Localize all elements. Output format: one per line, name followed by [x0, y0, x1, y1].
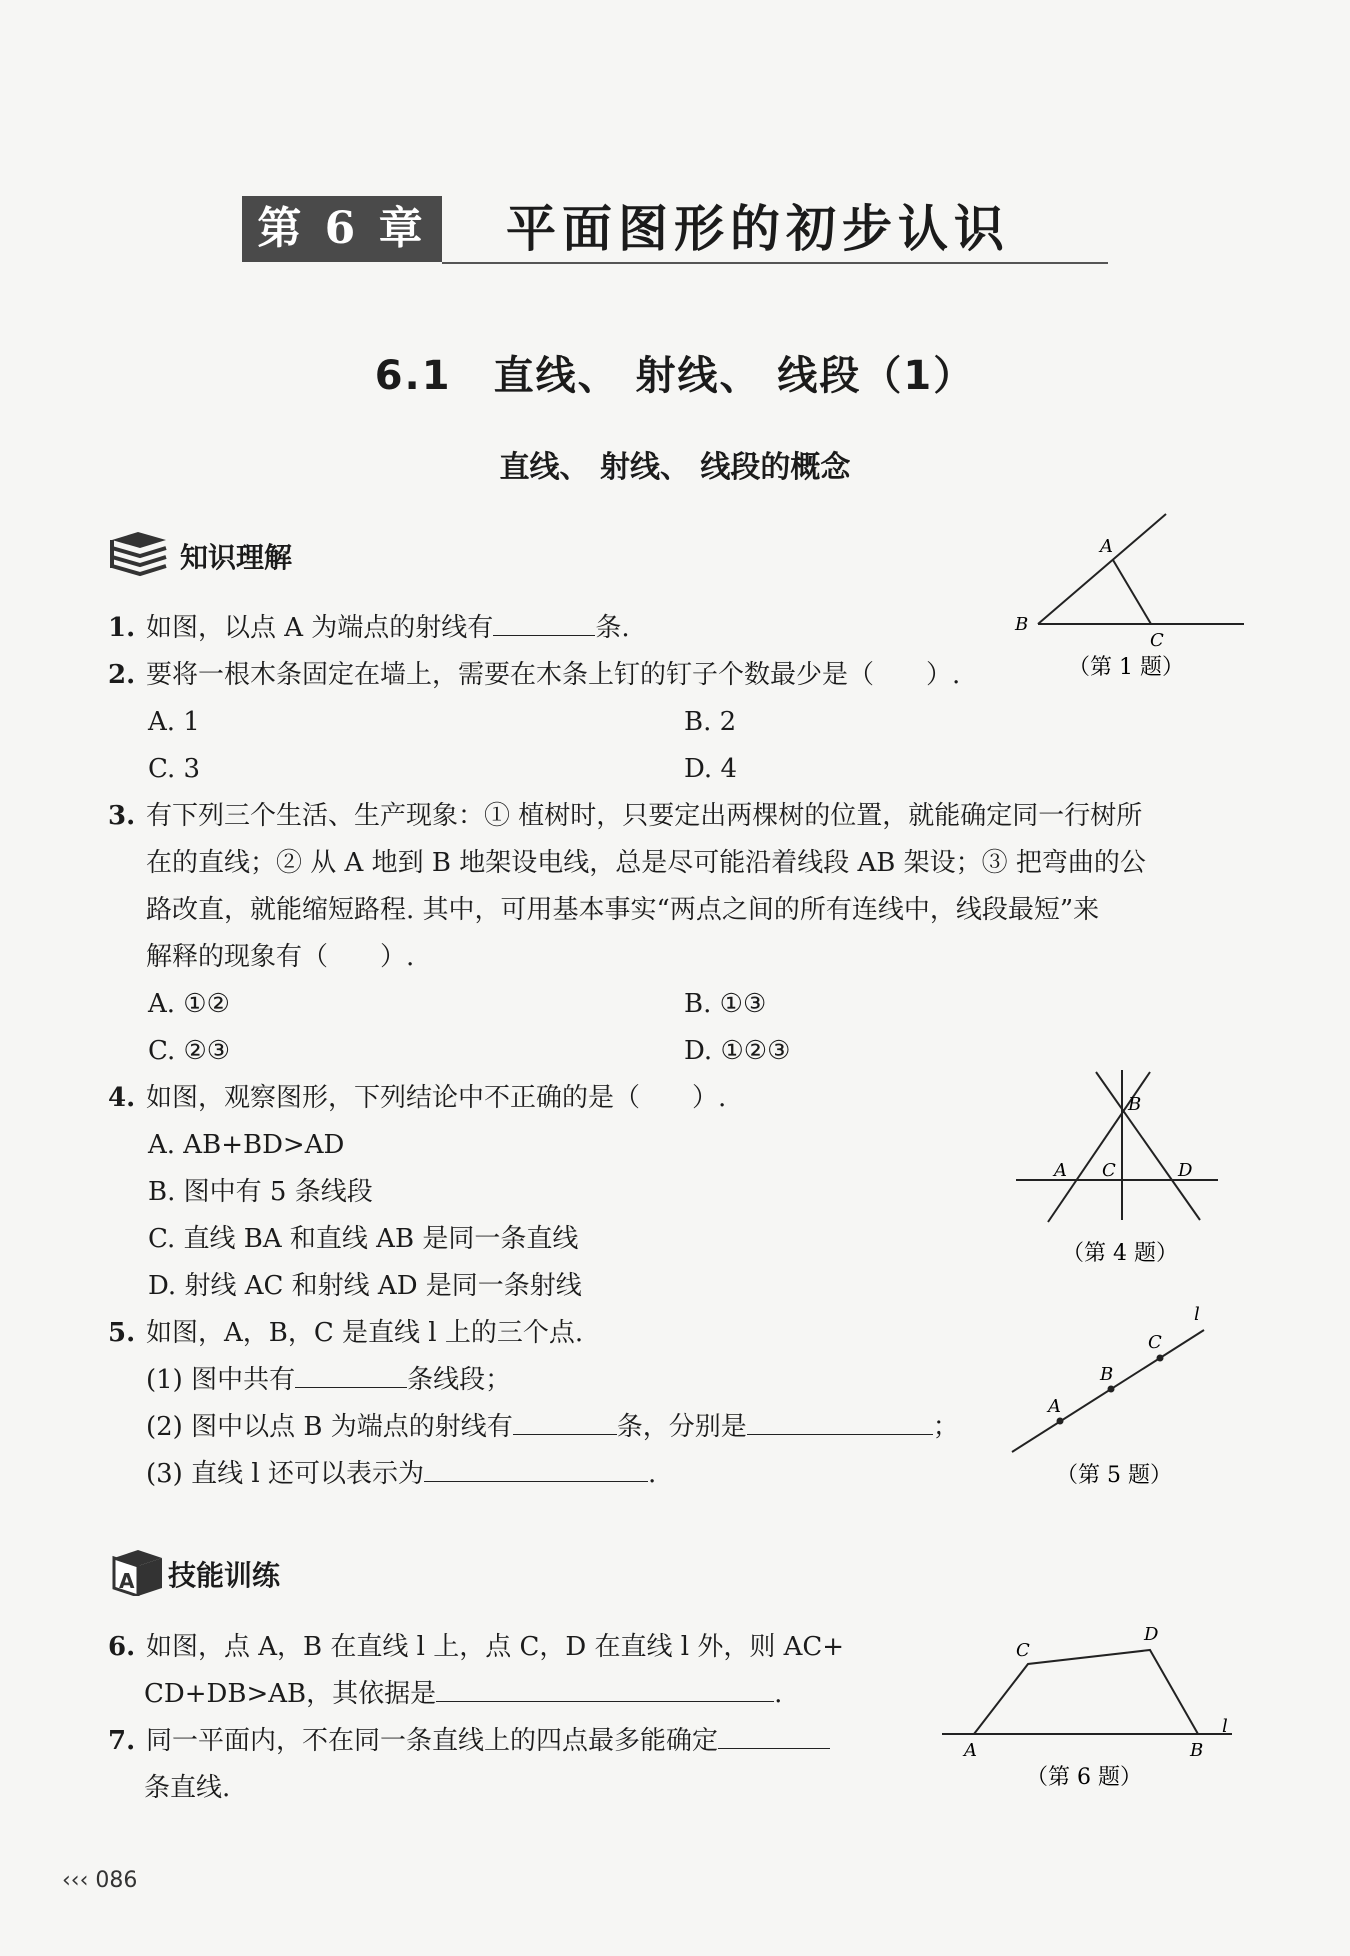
- chapter-title: 平面图形的初步认识: [506, 199, 1010, 258]
- question-6-line-2: CD+DB>AB，其依据是 .: [144, 1671, 782, 1718]
- knowledge-title: 知识理解: [180, 541, 293, 574]
- chapter-rule: [442, 262, 1108, 264]
- question-5-part-3: (3) 直线 l 还可以表示为 .: [146, 1451, 656, 1498]
- fig1-line-ac: [1113, 560, 1151, 624]
- fig6-label-b: B: [1190, 1740, 1204, 1761]
- answer-blank-1[interactable]: [493, 605, 595, 636]
- option-3b[interactable]: B. ①③: [684, 989, 767, 1019]
- fig5-point-c: [1157, 1355, 1164, 1362]
- option-3d[interactable]: D. ①②③: [684, 1036, 791, 1066]
- answer-blank-6[interactable]: [436, 1671, 774, 1702]
- answer-blank-7[interactable]: [718, 1718, 830, 1749]
- figure-1: [1010, 508, 1250, 688]
- option-2a[interactable]: A. 1: [148, 707, 200, 737]
- option-3c[interactable]: C. ②③: [148, 1036, 231, 1066]
- figure-6: [940, 1610, 1240, 1790]
- fig6-path-acdb: [974, 1650, 1198, 1734]
- option-2b[interactable]: B. 2: [684, 707, 737, 737]
- skills-header: [108, 1546, 281, 1600]
- page-number: 086: [95, 1868, 138, 1893]
- answer-blank-5-2a[interactable]: [513, 1404, 617, 1435]
- question-7: 7. 同一平面内，不在同一条直线上的四点最多能确定: [108, 1718, 830, 1765]
- cube-icon: [108, 1546, 168, 1596]
- fig6-label-a: A: [964, 1740, 977, 1761]
- question-3-line-3: 路改直，就能缩短路程. 其中，可用基本事实“两点之间的所有连线中，线段最短”来: [146, 895, 1100, 925]
- question-4: 4. 如图，观察图形，下列结论中不正确的是（ ）.: [108, 1083, 727, 1113]
- skills-title: 技能训练: [168, 1559, 281, 1592]
- fig6-label-c: C: [1016, 1640, 1030, 1661]
- option-4a[interactable]: A. AB+BD>AD: [148, 1130, 345, 1160]
- question-3-line-4: 解释的现象有（ ）.: [146, 942, 415, 972]
- question-2: 2. 要将一根木条固定在墙上，需要在木条上钉的钉子个数最少是（ ）.: [108, 660, 961, 690]
- fig5-point-b: [1108, 1386, 1115, 1393]
- fig4-label-b: B: [1128, 1094, 1142, 1115]
- fig5-line-l: [1012, 1330, 1204, 1452]
- option-4b[interactable]: B. 图中有 5 条线段: [148, 1177, 373, 1207]
- fig6-caption: （第 6 题）: [1026, 1765, 1142, 1790]
- fig5-label-l: l: [1194, 1304, 1200, 1325]
- question-3: 3. 有下列三个生活、生产现象：① 植树时，只要定出两棵树的位置，就能确定同一行树所: [108, 801, 1143, 831]
- option-4c[interactable]: C. 直线 BA 和直线 AB 是同一条直线: [148, 1224, 579, 1254]
- chapter-number: 第 6 章: [242, 196, 442, 262]
- option-2c[interactable]: C. 3: [148, 754, 201, 784]
- fig1-label-b: B: [1015, 614, 1029, 635]
- option-2d[interactable]: D. 4: [684, 754, 737, 784]
- question-5-part-1: (1) 图中共有 条线段；: [146, 1357, 511, 1404]
- knowledge-header: [108, 530, 293, 584]
- fig1-line-ba: [1038, 514, 1166, 624]
- fig5-label-b: B: [1100, 1364, 1114, 1385]
- section-subtitle: 直线、 射线、 线段的概念: [499, 450, 851, 485]
- figure-4: [1010, 1060, 1240, 1280]
- fig5-label-a: A: [1048, 1396, 1061, 1417]
- section-title: 6.1 直线、 射线、 线段（1）: [374, 353, 976, 399]
- question-1: 1. 如图，以点 A 为端点的射线有 条.: [108, 605, 630, 652]
- fig4-label-a: A: [1054, 1160, 1067, 1181]
- answer-blank-5-3[interactable]: [424, 1451, 648, 1482]
- answer-blank-5-2b[interactable]: [747, 1404, 933, 1435]
- question-5: 5. 如图，A，B，C 是直线 l 上的三个点.: [108, 1318, 584, 1348]
- page-arrows: ‹‹‹: [62, 1868, 89, 1893]
- fig1-label-c: C: [1150, 630, 1164, 651]
- fig6-label-l: l: [1222, 1716, 1228, 1737]
- fig4-caption: （第 4 题）: [1062, 1241, 1178, 1266]
- question-6: 6. 如图，点 A，B 在直线 l 上，点 C，D 在直线 l 外，则 AC+: [108, 1632, 845, 1662]
- fig1-caption: （第 1 题）: [1068, 655, 1184, 680]
- svg-text:A: A: [119, 1569, 135, 1593]
- answer-blank-5-1[interactable]: [295, 1357, 407, 1388]
- option-3a[interactable]: A. ①②: [148, 989, 230, 1019]
- fig1-label-a: A: [1100, 536, 1113, 557]
- fig5-point-a: [1057, 1418, 1064, 1425]
- books-icon: [108, 530, 168, 580]
- question-7-line-2: 条直线.: [144, 1773, 231, 1803]
- fig4-label-d: D: [1178, 1160, 1193, 1181]
- fig5-caption: （第 5 题）: [1056, 1463, 1172, 1488]
- question-3-line-2: 在的直线；② 从 A 地到 B 地架设电线，总是尽可能沿着线段 AB 架设；③ 把弯曲的公: [146, 848, 1146, 878]
- fig4-label-c: C: [1102, 1160, 1116, 1181]
- question-5-part-2: (2) 图中以点 B 为端点的射线有 条，分别是 ；: [146, 1404, 959, 1451]
- page-footer: [62, 1868, 137, 1893]
- fig5-label-c: C: [1148, 1332, 1162, 1353]
- fig4-line-bd: [1096, 1072, 1200, 1220]
- fig6-label-d: D: [1144, 1624, 1159, 1645]
- figure-5: [1000, 1300, 1230, 1500]
- option-4d[interactable]: D. 射线 AC 和射线 AD 是同一条射线: [148, 1271, 582, 1301]
